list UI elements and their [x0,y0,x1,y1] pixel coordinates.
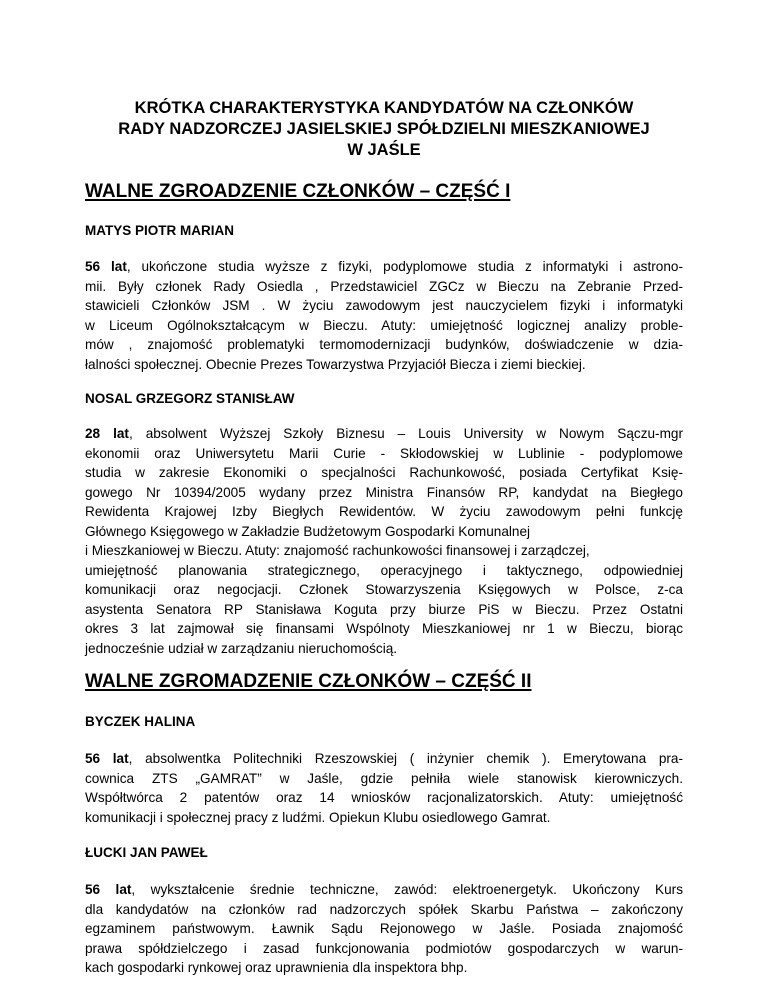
candidate-age: 56 lat [85,882,132,897]
candidate-age: 28 lat [85,426,129,441]
title-line-1: KRÓTKA CHARAKTERYSTYKA KANDYDATÓW NA CZŁONKÓW [134,99,634,117]
candidate-name: NOSAL GRZEGORZ STANISŁAW [85,391,295,406]
candidate-age: 56 lat [85,259,127,274]
candidate-bio: 56 lat, absolwentka Politechniki Rzeszowskiej ( inżynier chemik ). Emerytowana pra- cownica ZTS „GAMRAT” w Jaśle, gdzie pełniła wiele stanowisk kierowniczych. Współtwórca 2 patentów oraz 14 wniosków racjonalizatorskich. Atuty: umiejętność komunikacji i społecznej pracy z ludźmi. Opiekun Klubu osiedlowego Gamrat. [85,751,683,825]
candidate-name: MATYS PIOTR MARIAN [85,223,234,238]
title-line-3: W JAŚLE [347,141,421,159]
candidate-age: 56 lat [85,751,129,766]
document-page [85,98,683,978]
document-title [85,98,683,161]
section-heading-part-2: WALNE ZGROMADZENIE CZŁONKÓW – CZĘŚĆ II [85,671,532,692]
title-line-2: RADY NADZORCZEJ JASIELSKIEJ SPÓŁDZIELNI MIESZKANIOWEJ [118,120,650,138]
candidate-name: ŁUCKI JAN PAWEŁ [85,845,208,860]
candidate-name: BYCZEK HALINA [85,714,196,729]
candidate-bio: 56 lat, ukończone studia wyższe z fizyki, podyplomowe studia z informatyki i astrono- mii. Były członek Rady Osiedla , Przedstawiciel ZGCz w Bieczu na Zebranie Przed- stawicieli Członków JSM . W życiu zawodowym jest nauczycielem fizyki i informatyki w Liceum Ogólnokształcącym w Bieczu. Atuty: umiejętność logicznej analizy proble- mów , znajomość problematyki termomodernizacji budynków, doświadczenie w dzia- łalności społecznej. Obecnie Prezes Towarzystwa Przyjaciół Biecza i ziemi bieckiej. [85,259,683,372]
section-heading-part-1: WALNE ZGROADZENIE CZŁONKÓW – CZĘŚĆ I [85,181,511,202]
candidate-bio: 28 lat, absolwent Wyższej Szkoły Biznesu – Louis University w Nowym Sączu-mgr ekonomii oraz Uniwersytetu Marii Curie - Skłodowskiej w Lublinie - podyplomowe studia w zakresie Ekonomiki o specjalności Rachunkowość, posiada Certyfikat Księ- gowego Nr 10394/2005 wydany przez Ministra Finansów RP, kandydat na Biegłego Rewidenta Krajowej Izby Biegłych Rewidentów. W życiu zawodowym pełni funkcję Głównego Księgowego w Zakładzie Budżetowym Gospodarki Komunalnej i Mieszkaniowej w Bieczu. Atuty: znajomość rachunkowości finansowej i zarządczej, umiejętność planowania strategicznego, operacyjnego i taktycznego, odpowiedniej komunikacji oraz negocjacji. Członek Stowarzyszenia Księgowych w Polsce, z-ca asystenta Senatora RP Stanisława Koguta przy biurze PiS w Bieczu. Przez Ostatni okres 3 lat zajmował się finansami Wspólnoty Mieszkaniowej nr 1 w Bieczu, biorąc jednocześnie udział w zarządzaniu nieruchomością. [85,426,683,656]
candidate-bio: 56 lat, wykształcenie średnie techniczne, zawód: elektroenergetyk. Ukończony Kurs dla kandydatów na członków rad nadzorczych spółek Skarbu Państwa – zakończony egzaminem państwowym. Ławnik Sądu Rejonowego w Jaśle. Posiada znajomość prawa spółdzielczego i zasad funkcjonowania podmiotów gospodarczych w warun- kach gospodarki rynkowej oraz uprawnienia dla inspektora bhp. [85,882,683,975]
